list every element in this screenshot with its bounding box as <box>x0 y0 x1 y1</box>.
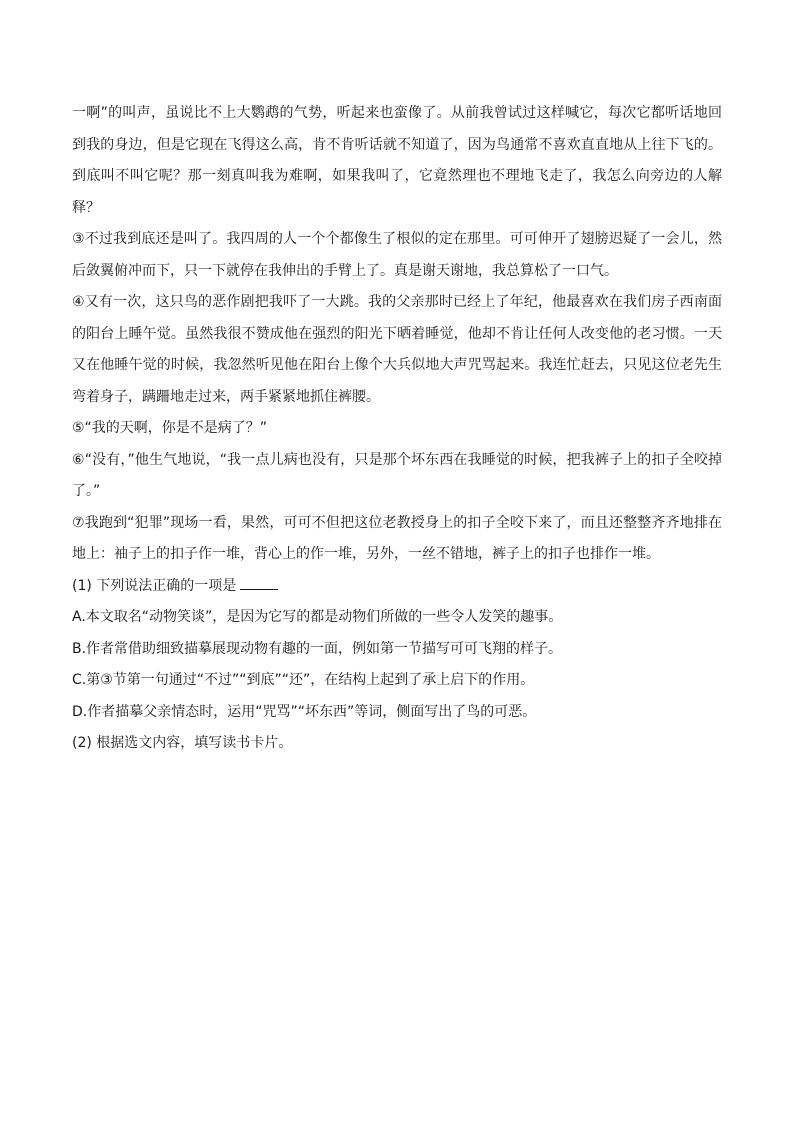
answer-blank[interactable] <box>240 575 278 590</box>
passage-paragraph-4: ④又有一次，这只鸟的恶作剧把我吓了一大跳。我的父亲那时已经上了年纪，他最喜欢在我们房子西南面的阳台上睡午觉。虽然我很不赞成他在强烈的阳光下晒着睡觉，他却不肯让任何人改变他的老习惯。一天又在他睡午觉的时候，我忽然听见他在阳台上像个大兵似地大声咒骂起来。我连忙赶去，只见这位老先生弯着身子，蹒跚地走过来，两手紧紧地抓住裤腰。 <box>72 294 722 405</box>
passage-paragraph-6: ⑥“没有，”他生气地说，“我一点儿病也没有，只是那个坏东西在我睡觉的时候，把我裤子上的扣子全咬掉了。” <box>72 451 722 499</box>
passage-paragraph-5: ⑤“我的天啊，你是不是病了？” <box>72 420 268 436</box>
question-1-option-a: A.本文取名“动物笑谈”，是因为它写的都是动物们所做的一些令人发笑的趣事。 <box>72 609 563 625</box>
question-2-stem: (2) 根据选文内容，填写读书卡片。 <box>72 735 293 751</box>
question-1-option-d: D.作者描摹父亲情态时，运用“咒骂”“坏东西”等词，侧面写出了鸟的可恶。 <box>72 703 537 720</box>
passage-paragraph-3: ③不过我到底还是叫了。我四周的人一个个都像生了根似的定在那里。可可伸开了翅膀迟疑了一会儿，然后敛翼俯冲而下，只一下就停在我伸出的手臂上了。真是谢天谢地，我总算松了一口气。 <box>72 231 722 279</box>
document-page <box>72 98 722 760</box>
passage-paragraph-continued: 一啊”的叫声，虽说比不上大鹦鹉的气势，听起来也蛮像了。从前我曾试过这样喊它，每次它都听话地回到我的身边，但是它现在飞得这么高，肯不肯听话就不知道了，因为鸟通常不喜欢直直地从上往下飞的。到底叫不叫它呢？那一刻真叫我为难啊，如果我叫了，它竟然理也不理地飞走了，我怎么向旁边的人解释？ <box>72 105 722 216</box>
question-1-stem-line <box>72 571 722 603</box>
question-1-stem: (1) 下列说法正确的一项是 <box>72 577 237 594</box>
question-1-option-b: B.作者常借助细致描摹展现动物有趣的一面，例如第一节描写可可飞翔的样子。 <box>72 640 563 657</box>
passage-paragraph-7: ⑦我跑到“犯罪”现场一看，果然，可可不但把这位老教授身上的扣子全咬下来了，而且还整整齐齐地排在地上：袖子上的扣子作一堆，背心上的作一堆，另外，一丝不错地，裤子上的扣子也排作一堆。 <box>72 514 722 562</box>
question-1-option-c: C.第③节第一句通过“不过”“到底”“还”，在结构上起到了承上启下的作用。 <box>72 672 535 688</box>
